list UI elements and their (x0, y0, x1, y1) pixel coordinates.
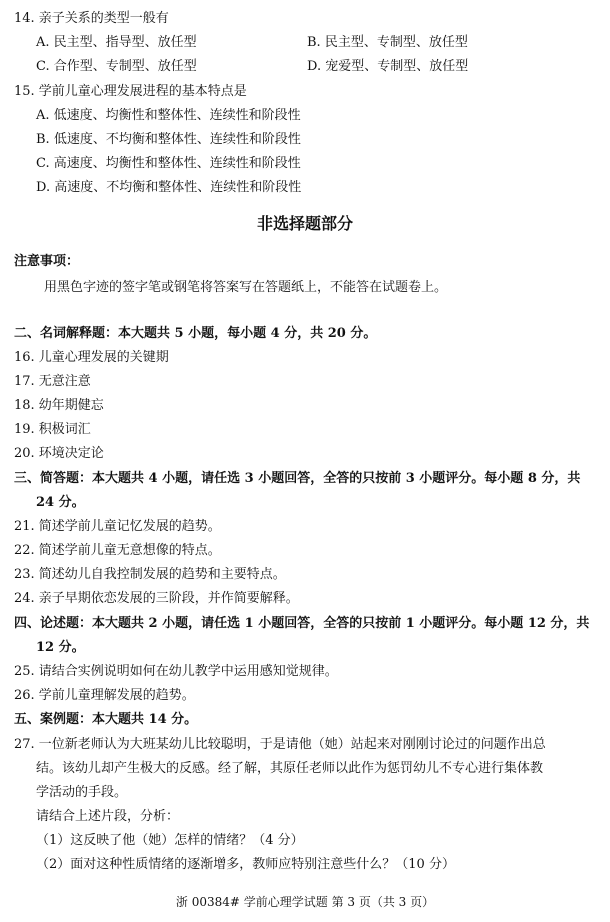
section-3-title-cont: 24 分。 (36, 495, 85, 510)
question-15-option-a: A. 低速度、均衡性和整体性、连续性和阶段性 (36, 108, 301, 123)
question-21: 21. 简述学前儿童记忆发展的趋势。 (14, 519, 221, 534)
question-14-stem: 14. 亲子关系的类型一般有 (14, 11, 169, 26)
question-19: 19. 积极词汇 (14, 422, 91, 437)
section-4-title: 四、论述题：本大题共 2 小题，请任选 1 小题回答，全答的只按前 1 小题评分。每小题 12 分，共 (14, 616, 590, 631)
question-27-line-1: 27. 一位新老师认为大班某幼儿比较聪明，于是请他（她）站起来对刚刚讨论过的问题作出总 (14, 737, 546, 752)
question-20: 20. 环境决定论 (14, 446, 104, 461)
question-16: 16. 儿童心理发展的关键期 (14, 350, 169, 365)
page-footer: 浙 00384# 学前心理学试题 第 3 页（共 3 页） (175, 895, 435, 909)
question-14-option-d: D. 宠爱型、专制型、放任型 (307, 59, 469, 74)
question-27-sub-1: （1）这反映了他（她）怎样的情绪？（4 分） (36, 833, 304, 848)
section-2-title: 二、名词解释题：本大题共 5 小题，每小题 4 分，共 20 分。 (14, 326, 377, 341)
question-15-option-d: D. 高速度、不均衡和整体性、连续性和阶段性 (36, 180, 302, 195)
question-14-option-a: A. 民主型、指导型、放任型 (36, 35, 197, 50)
question-22: 22. 简述学前儿童无意想像的特点。 (14, 543, 221, 558)
question-27-prompt: 请结合上述片段，分析： (36, 809, 180, 824)
question-15-option-b: B. 低速度、不均衡和整体性、连续性和阶段性 (36, 132, 301, 147)
question-25: 25. 请结合实例说明如何在幼儿教学中运用感知觉规律。 (14, 664, 338, 679)
question-15-stem: 15. 学前儿童心理发展进程的基本特点是 (14, 84, 247, 99)
question-18: 18. 幼年期健忘 (14, 398, 104, 413)
part-title: 非选择题部分 (256, 214, 353, 233)
question-17: 17. 无意注意 (14, 374, 91, 389)
question-14-option-b: B. 民主型、专制型、放任型 (307, 35, 468, 50)
question-23: 23. 简述幼儿自我控制发展的趋势和主要特点。 (14, 567, 286, 582)
section-4-title-cont: 12 分。 (36, 640, 85, 655)
question-15-option-c: C. 高速度、均衡性和整体性、连续性和阶段性 (36, 156, 301, 171)
question-26: 26. 学前儿童理解发展的趋势。 (14, 688, 195, 703)
question-14-option-c: C. 合作型、专制型、放任型 (36, 59, 197, 74)
question-27-line-2: 结。该幼儿却产生极大的反感。经了解，其原任老师以此作为惩罚幼儿不专心进行集体教 (36, 761, 544, 776)
section-3-title: 三、简答题：本大题共 4 小题，请任选 3 小题回答，全答的只按前 3 小题评分。每小题 8 分，共 (14, 471, 581, 486)
notice-text: 用黑色字迹的签字笔或钢笔将答案写在答题纸上，不能答在试题卷上。 (44, 280, 448, 295)
notice-title: 注意事项： (14, 254, 80, 269)
question-24: 24. 亲子早期依恋发展的三阶段，并作简要解释。 (14, 591, 299, 606)
section-5-title: 五、案例题：本大题共 14 分。 (14, 712, 198, 727)
question-27-line-3: 学活动的手段。 (36, 785, 128, 800)
question-27-sub-2: （2）面对这种性质情绪的逐渐增多，教师应特别注意些什么？（10 分） (36, 857, 455, 872)
